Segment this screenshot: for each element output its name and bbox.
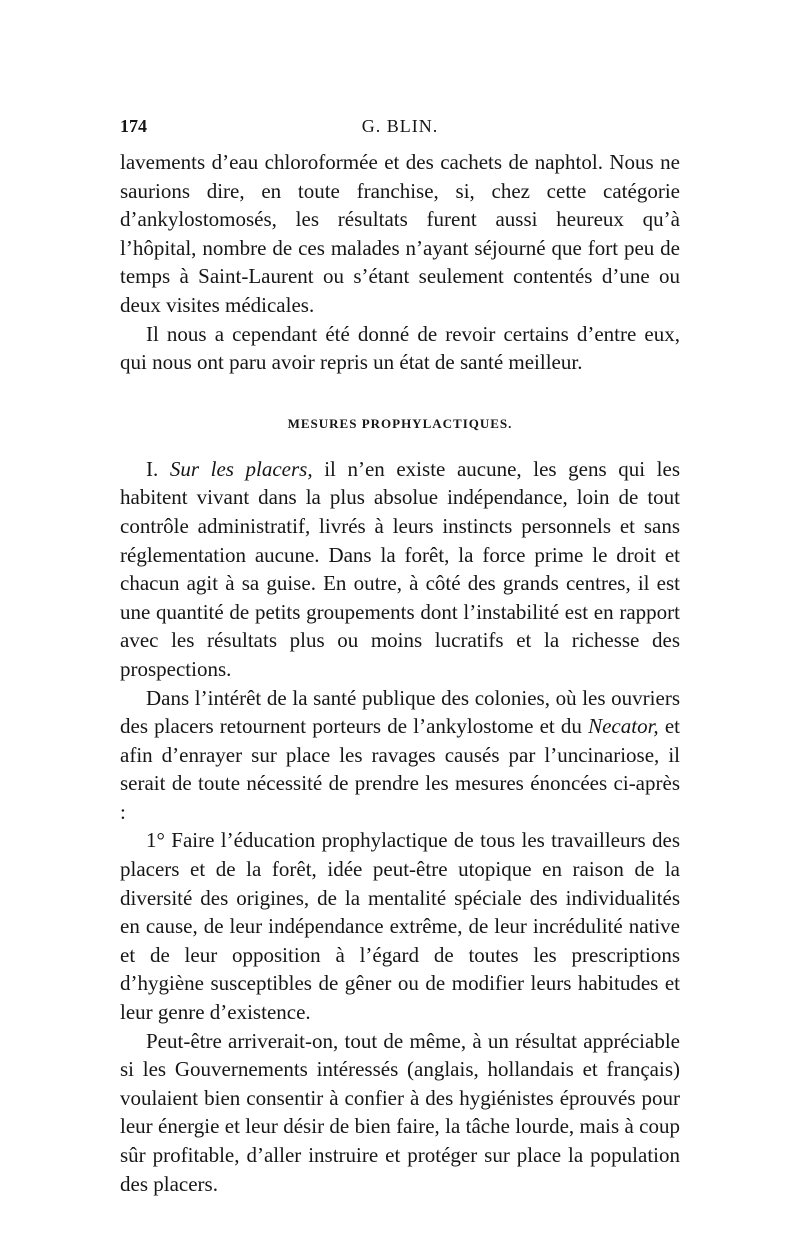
list-number: I. [146, 456, 170, 481]
italic-term: Necator, [588, 714, 659, 739]
paragraph-text: Dans l’intérêt de la santé publique des colonies, où les ouvriers des placers retournent porteurs de l’ankylostome et du [120, 685, 680, 739]
paragraph-continued: lavements d’eau chloroformée et des cachets de naphtol. Nous ne saurions dire, en toute franchise, si, chez cette catégorie d’ankylostomosés, les résultats furent aussi heureux qu’à l’hôpital, nombre de ces malades n’ayant séjourné que fort peu de temps à Saint-Laurent ou s’étant seulement contentés d’une ou deux visites médicales. [120, 150, 680, 317]
paragraph-text: il n’en existe aucune, les gens qui les habitent vivant dans la plus absolue indépendance, loin de tout contrôle administratif, livrés à leurs instincts personnels et sans réglementation aucune. Dans la forêt, la force prime le droit et chacun agit à sa guise. En outre, à côté des grands centres, il est une quantité de petits groupements dont l’instabilité est en rapport avec les résultats plus ou moins lucratifs et la richesse des prospections. [120, 456, 680, 681]
italic-term: Sur les placers, [169, 456, 313, 481]
paragraph-measure-1: 1° Faire l’éducation prophylactique de tous les travailleurs des placers et de la forêt, idée peut-être utopique en raison de la diversité des origines, de la mentalité spéciale des individualités en cause, de leur indépendance extrême, de leur incrédulité native et de leur opposition à l’égard de toutes les prescriptions d’hygiène susceptibles de gêner ou de modifier leurs habitudes et leur genre d’existence. [120, 828, 680, 1025]
paragraph: Peut-être arriverait-on, tout de même, à un résultat appréciable si les Gouvernements intéressés (anglais, hollandais et français) voulaient bien consentir à confier à des hygiénistes éprouvés pour leur énergie et leur désir de bien faire, la tâche lourde, mais à coup sûr profitable, d’aller instruire et protéger sur place la population des placers. [120, 1028, 680, 1196]
paragraph-text: et afin d’enrayer sur place les ravages causés par l’uncinariose, il serait de toute nécessité de prendre les mesures énoncées ci-après : [120, 714, 681, 824]
paragraph: Il nous a cependant été donné de revoir certains d’entre eux, qui nous ont paru avoir repris un état de santé meilleur. [120, 321, 680, 375]
page-number: 174 [120, 116, 147, 136]
paragraph-public-health [120, 684, 680, 827]
running-head: G. BLIN. [361, 116, 439, 136]
paragraph-placers [120, 455, 680, 684]
section-heading: MESURES PROPHYLACTIQUES. [287, 415, 513, 431]
page-header [120, 116, 680, 142]
body-text [120, 148, 680, 1198]
